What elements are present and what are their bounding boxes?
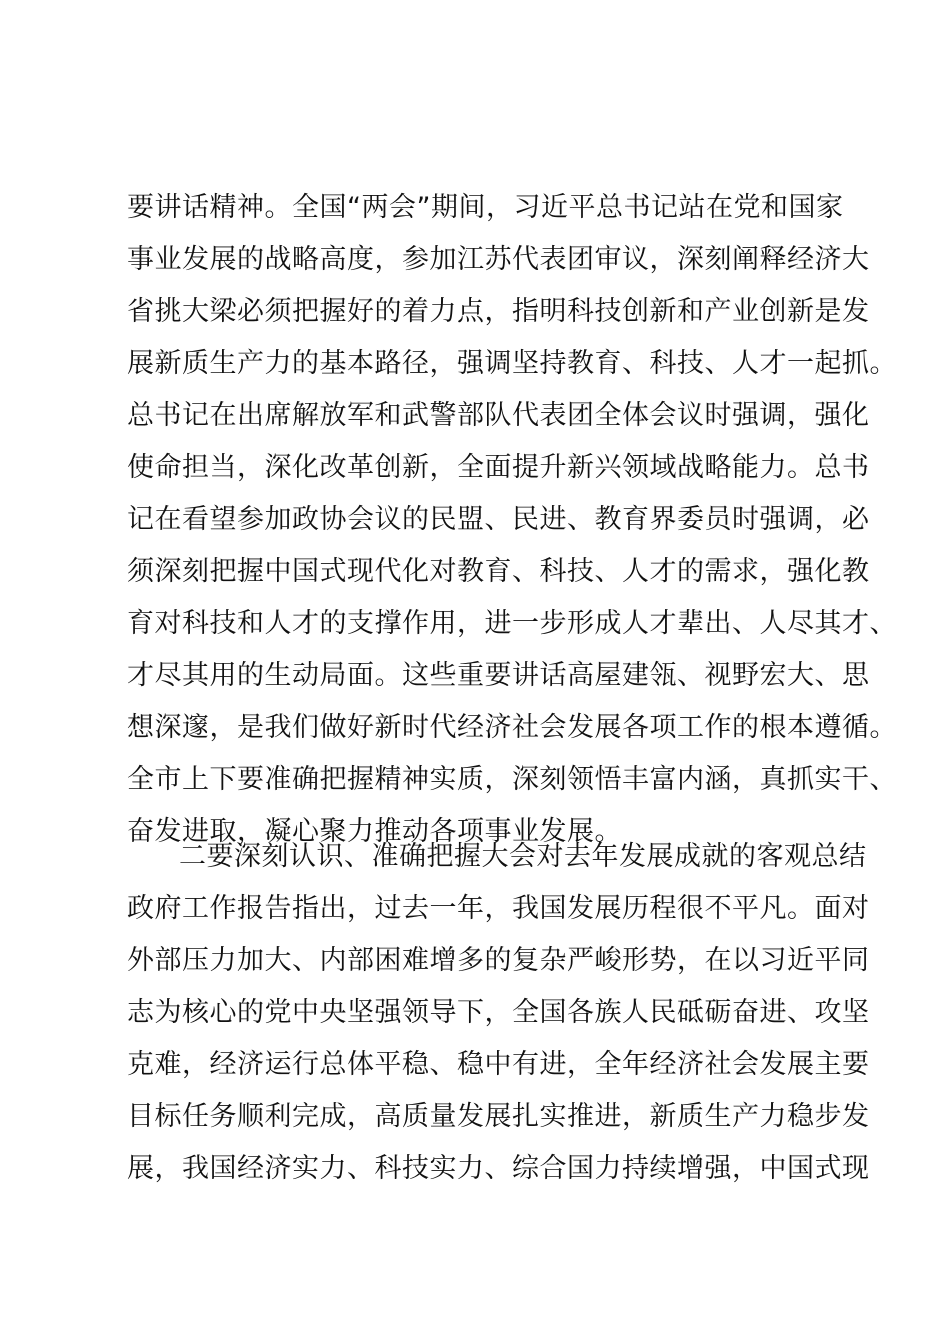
text-line: 事业发展的战略高度，参加江苏代表团审议，深刻阐释经济大 (127, 244, 870, 275)
text-line: 目标任务顺利完成，高质量发展扎实推进，新质生产力稳步发 (127, 1101, 870, 1132)
text-line: 才尽其用的生动局面。这些重要讲话高屋建瓴、视野宏大、思 (127, 660, 870, 691)
text-line: 全市上下要准确把握精神实质，深刻领悟丰富内涵，真抓实干、 (127, 764, 897, 795)
text-line: 要讲话精神。全国“两会”期间，习近平总书记站在党和国家 (127, 192, 844, 223)
section-heading-line: 二要深刻认识、准确把握大会对去年发展成就的客观总结 (179, 841, 867, 872)
paragraph-1 (127, 182, 897, 858)
text-line: 总书记在出席解放军和武警部队代表团全体会议时强调，强化 (127, 400, 870, 431)
text-line: 想深邃，是我们做好新时代经济社会发展各项工作的根本遵循。 (127, 712, 897, 743)
text-line: 政府工作报告指出，过去一年，我国发展历程很不平凡。面对 (127, 893, 870, 924)
text-line: 使命担当，深化改革创新，全面提升新兴领域战略能力。总书 (127, 452, 870, 483)
text-line: 展新质生产力的基本路径，强调坚持教育、科技、人才一起抓。 (127, 348, 897, 379)
text-line: 育对科技和人才的支撑作用，进一步形成人才辈出、人尽其才、 (127, 608, 897, 639)
text-line: 须深刻把握中国式现代化对教育、科技、人才的需求，强化教 (127, 556, 870, 587)
text-line: 奋发进取，凝心聚力推动各项事业发展。 (127, 816, 622, 847)
text-line: 省挑大梁必须把握好的着力点，指明科技创新和产业创新是发 (127, 296, 870, 327)
text-line: 克难，经济运行总体平稳、稳中有进，全年经济社会发展主要 (127, 1049, 870, 1080)
text-line: 记在看望参加政协会议的民盟、民进、教育界委员时强调，必 (127, 504, 870, 535)
text-line: 外部压力加大、内部困难增多的复杂严峻形势，在以习近平同 (127, 945, 870, 976)
text-line: 展，我国经济实力、科技实力、综合国力持续增强，中国式现 (127, 1153, 870, 1184)
text-line: 志为核心的党中央坚强领导下，全国各族人民砥砺奋进、攻坚 (127, 997, 870, 1028)
paragraph-2 (127, 831, 870, 1195)
